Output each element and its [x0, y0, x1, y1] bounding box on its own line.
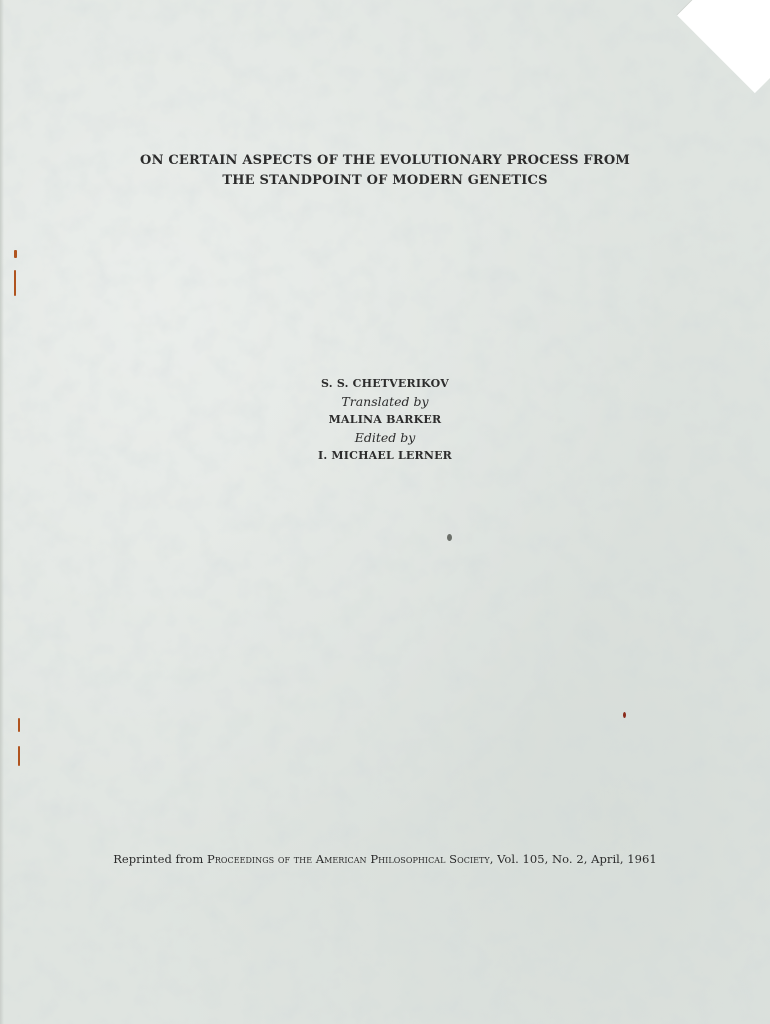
edited-by-label: Edited by: [354, 430, 416, 445]
reprint-citation: [40, 852, 730, 866]
document-title: [60, 151, 710, 191]
staple-mark-top: [14, 250, 17, 258]
title-line-1: ON CERTAIN ASPECTS OF THE EVOLUTIONARY PROCESS FROM: [140, 153, 630, 168]
paper-speck: [447, 534, 452, 541]
translator-name: MALINA BARKER: [328, 413, 442, 426]
title-line-2: THE STANDPOINT OF MODERN GENETICS: [222, 173, 548, 188]
reprint-suffix: , Vol. 105, No. 2, April, 1961: [489, 852, 657, 866]
reprint-prefix: Reprinted from: [113, 852, 208, 866]
staple-mark-bottom-lower: [18, 746, 20, 766]
staple-mark-top-lower: [14, 270, 16, 296]
left-page-edge: [0, 0, 4, 1024]
credits-block: [230, 375, 540, 465]
paper-speck-red: [623, 712, 626, 718]
translated-by-label: Translated by: [341, 394, 429, 409]
author-name: S. S. CHETVERIKOV: [321, 377, 449, 390]
reprint-journal: Proceedings of the American Philosophical Society: [207, 852, 490, 866]
editor-name: I. MICHAEL LERNER: [318, 449, 452, 462]
staple-mark-bottom: [18, 718, 20, 732]
